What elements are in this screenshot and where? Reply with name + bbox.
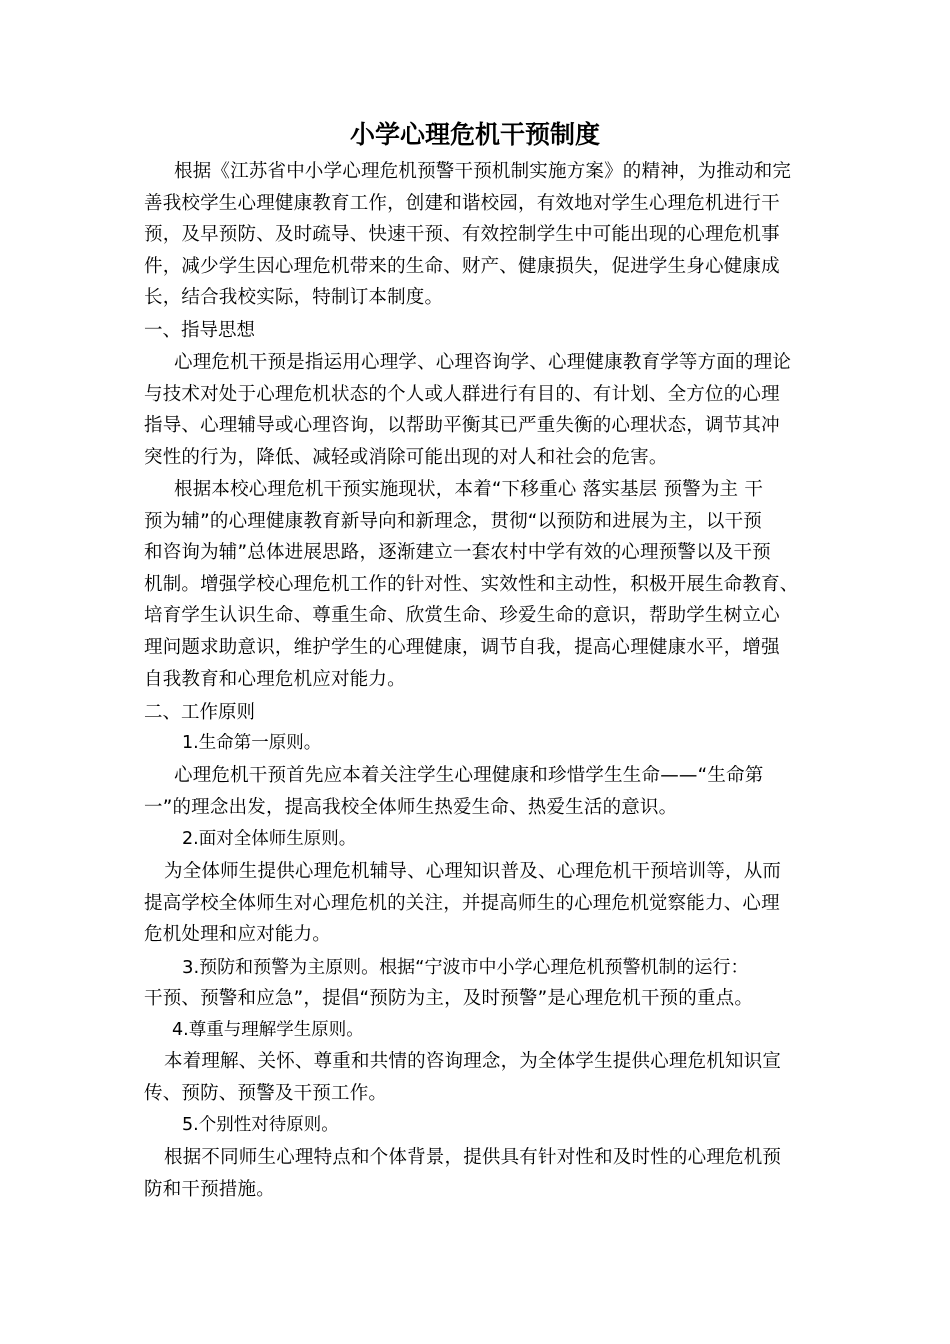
text-line: 本着理解、关怀、尊重和共情的咨询理念，为全体学生提供心理危机知识宣 (164, 1051, 782, 1072)
principle-body (144, 856, 812, 951)
text-line: 传、预防、预警及干预工作。 (144, 1082, 388, 1104)
text-line: 指导、心理辅导或心理咨询，以帮助平衡其已严重失衡的心理状态，调节其冲 (144, 415, 780, 437)
intro-paragraph (144, 156, 812, 314)
principle-title: 4.尊重与理解学生原则。 (172, 1020, 364, 1040)
text-line: 心理危机干预首先应本着关注学生心理健康和珍惜学生生命——“生命第 (174, 765, 764, 786)
text-line: 预，及早预防、及时疏导、快速干预、有效控制学生中可能出现的心理危机事 (144, 224, 780, 246)
text-line: 心理危机干预是指运用心理学、心理咨询学、心理健康教育学等方面的理论 (174, 352, 792, 373)
guiding-paragraph-2 (144, 474, 812, 695)
document-title: 小学心理危机干预制度 (349, 120, 600, 149)
text-line: 长，结合我校实际，特制订本制度。 (144, 287, 444, 309)
principle-body (144, 1046, 812, 1109)
principle-title: 1.生命第一原则。 (182, 733, 322, 753)
text-line: 危机处理和应对能力。 (144, 924, 332, 946)
text-line: 和咨询为辅”总体进展思路，逐渐建立一套农村中学有效的心理预警以及干预 (144, 542, 771, 564)
text-line: 提高学校全体师生对心理危机的关注，并提高师生的心理危机觉察能力、心理 (144, 892, 780, 914)
text-line: 理问题求助意识，维护学生的心理健康，调节自我，提高心理健康水平，增强 (144, 636, 780, 658)
text-line: 培育学生认识生命、尊重生命、欣赏生命、珍爱生命的意识，帮助学生树立心 (144, 605, 780, 627)
principle-title: 5.个别性对待原则。 (182, 1115, 339, 1135)
text-line: 件，减少学生因心理危机带来的生命、财产、健康损失，促进学生身心健康成 (144, 255, 780, 277)
text-line: 根据本校心理危机干预实施现状，本着“下移重心 落实基层 预警为主 干 (174, 479, 764, 500)
text-line: 善我校学生心理健康教育工作，创建和谐校园，有效地对学生心理危机进行干 (144, 192, 780, 214)
principle-body (144, 1142, 812, 1205)
guiding-paragraph-1 (144, 347, 812, 473)
text-line: 预为辅”的心理健康教育新导向和新理念，贯彻“以预防和进展为主，以干预 (144, 510, 762, 532)
text-line: 根据不同师生心理特点和个体背景，提供具有针对性和及时性的心理危机预 (164, 1147, 782, 1168)
section-heading-guiding-ideas: 一、指导思想 (144, 320, 256, 341)
section-heading-work-principles: 二、工作原则 (144, 702, 256, 723)
text-line: 防和干预措施。 (144, 1178, 275, 1200)
principle-title: 3.预防和预警为主原则。根据“宁波市中小学心理危机预警机制的运行： (182, 957, 749, 978)
text-line: 一”的理念出发，提高我校全体师生热爱生命、热爱生活的意识。 (144, 796, 678, 818)
text-line: 突性的行为，降低、减轻或消除可能出现的对人和社会的危害。 (144, 446, 668, 468)
text-line: 为全体师生提供心理危机辅导、心理知识普及、心理危机干预培训等，从而 (164, 861, 782, 882)
text-line: 干预、预警和应急”，提倡“预防为主，及时预警”是心理危机干预的重点。 (144, 988, 754, 1009)
principle-body (144, 760, 812, 823)
principle-body (144, 983, 812, 1015)
text-line: 机制。增强学校心理危机工作的针对性、实效性和主动性，积极开展生命教育、 (144, 573, 799, 595)
text-line: 自我教育和心理危机应对能力。 (144, 668, 406, 690)
text-line: 与技术对处于心理危机状态的个人或人群进行有目的、有计划、全方位的心理 (144, 383, 780, 405)
principle-title: 2.面对全体师生原则。 (182, 829, 357, 849)
text-line: 根据《江苏省中小学心理危机预警干预机制实施方案》的精神，为推动和完 (174, 161, 792, 182)
